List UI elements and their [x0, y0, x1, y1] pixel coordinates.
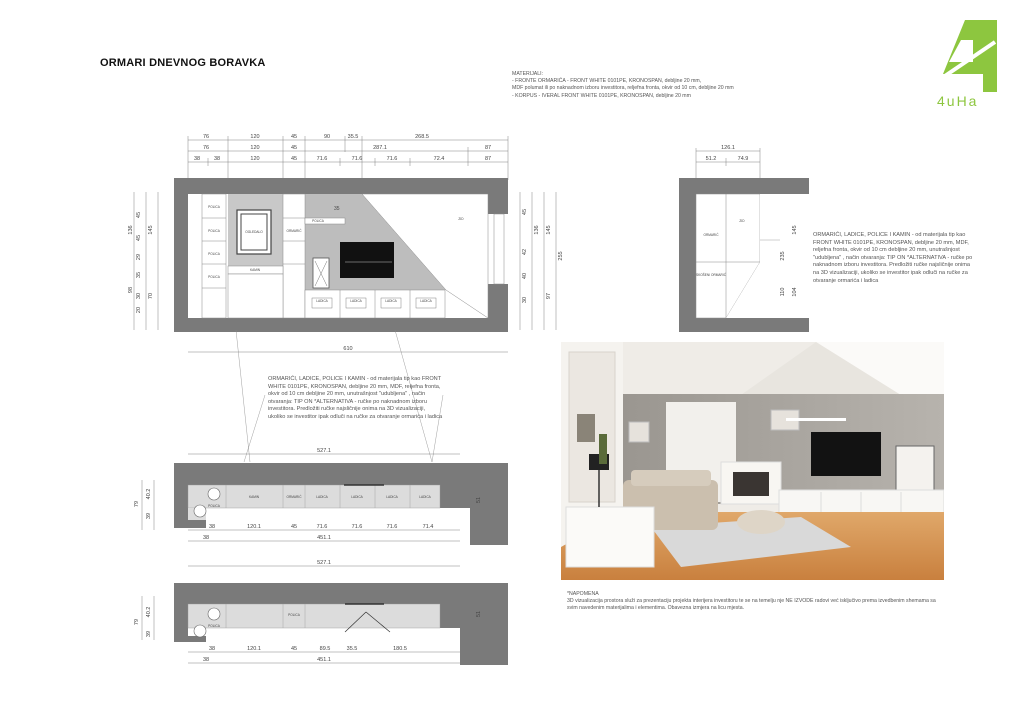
dimension-label: 35	[334, 206, 340, 212]
dimension-label: ZID	[739, 219, 745, 223]
dimension-label: 136	[128, 225, 134, 235]
dimension-label: POLICA	[208, 504, 220, 508]
dimension-label: 40.2	[146, 606, 152, 618]
dimension-label: 287.1	[373, 145, 387, 151]
dimension-label: POLICA	[288, 613, 300, 617]
dimension-label: 45	[290, 156, 298, 162]
dimension-label: 71.4	[422, 524, 434, 530]
dimension-label: 40	[522, 272, 528, 280]
dimension-label: LADICA	[351, 495, 363, 499]
dimension-label: LADICA	[316, 495, 328, 499]
dimension-label: 451.1	[317, 535, 331, 541]
dimension-label: 89.5	[319, 646, 331, 652]
dimension-label: 51.2	[705, 156, 717, 162]
dimension-label: 76	[202, 145, 210, 151]
brand-name: 4uHa	[937, 93, 979, 109]
dimension-label: 145	[546, 225, 552, 235]
note-right: ORMARIĆI, LADICE, POLICE I KAMIN - od materijala tip kao FRONT WHITE 0101PE, KRONOSPAN, debljine 20 mm, MDF, reljefna fronta, okvir od 10 cm debljine 20 mm, unutrašnjost "udubljena" , način otvaranja: TIP ON *ALTERNATIVA - ručke po naknadnom izboru investitora. Predložiti ručke najsličnije onima na 3D vizualizaciji, ukoliko se investitor ipak odluči na ručke za otvaranje ormarića i ladica	[813, 232, 973, 284]
dimension-label: ORMARIĆ	[286, 495, 302, 499]
dimension-label: 268.5	[415, 134, 429, 140]
dimension-label: LADICA	[316, 299, 328, 303]
dimension-label: 87	[484, 156, 492, 162]
dimension-label: 120.1	[247, 524, 261, 530]
dimension-label: 38	[208, 646, 216, 652]
dimension-label: 30	[136, 292, 142, 300]
dimension-label: LADICA	[386, 495, 398, 499]
dimension-label: LADICA	[420, 299, 432, 303]
dimension-label: 35.5	[346, 646, 358, 652]
dimension-label: 38	[208, 524, 216, 530]
dimension-label: 72.4	[433, 156, 445, 162]
dimension-label: OGLEDALO	[245, 230, 263, 234]
napomena-text: 3D vizualizacija prostora služi za prezentaciju projekta interijera investitoru te se na temelju nje NE IZVODE radovi već isključivo prema izvedbenim shemama sa svim navedenim materijalima i elementima. Obavezna izmjera na licu mjesta.	[567, 598, 936, 611]
materials-line: - KORPUS - IVERAL FRONT WHITE 0101PE, KRONOSPAN, debljine 20 mm	[512, 92, 691, 99]
dimension-label: 87	[484, 145, 492, 151]
dimension-label: 45	[522, 208, 528, 216]
dimension-label: 38	[202, 657, 210, 663]
dimension-label: 71.6	[316, 156, 328, 162]
dimension-label: 145	[148, 225, 154, 235]
dimension-label: 79	[134, 618, 140, 626]
dimension-label: 38	[202, 535, 210, 541]
dimension-label: 45	[290, 524, 298, 530]
dimension-label: 51	[476, 496, 482, 504]
dimension-label: 451.1	[317, 657, 331, 663]
dimension-label: 74.9	[737, 156, 749, 162]
dimension-label: 527.1	[317, 448, 331, 454]
dimension-label: KAMIN	[248, 495, 260, 499]
dimension-label: 120	[250, 134, 260, 140]
dimension-label: POLICA	[208, 275, 220, 279]
dimension-label: 42	[522, 248, 528, 256]
dimension-label: 76	[202, 134, 210, 140]
materials-line: MDF polumat ili po naknadnom izboru investitora, reljefna fronta, okvir od 10 cm, debljine 20 mm	[512, 85, 734, 92]
note-center: ORMARIĆI, LADICE, POLICE I KAMIN - od materijala tip kao FRONT WHITE 0101PE, KRONOSPAN, debljine 20 mm, MDF, reljefna fronta, okvir od 10 cm debljine 20 mm, unutrašnjost "udubljena" , način otvaranja: TIP ON *ALTERNATIVA - ručke po naknadnom izboru investitora. Predložiti ručke najsličnije onima na 3D vizualizaciji, ukoliko se investitor ipak odluči na ručke za otvaranje ormarića i ladica	[268, 376, 443, 420]
dimension-label: 39	[146, 630, 152, 638]
dimension-label: 126.1	[721, 145, 735, 151]
dimension-label: 71.6	[316, 524, 328, 530]
dimension-label: 70	[148, 292, 154, 300]
dimension-label: 45	[136, 234, 142, 242]
dimension-label: 30	[522, 296, 528, 304]
dimension-label: 136	[534, 225, 540, 235]
dimension-label: ORMARIĆ	[286, 229, 302, 233]
dimension-label: 40.2	[146, 488, 152, 500]
dimension-label: 120	[250, 145, 260, 151]
dimension-label: LADICA	[419, 495, 431, 499]
dimension-label: 79	[134, 500, 140, 508]
dimension-label: POLICA	[208, 252, 220, 256]
dimension-label: 71.6	[351, 156, 363, 162]
dimension-label: 90	[323, 134, 331, 140]
dimension-label: 45	[136, 211, 142, 219]
dimension-label: 235	[780, 251, 786, 261]
dimension-label: 20	[136, 306, 142, 314]
dimension-label: 38	[193, 156, 201, 162]
dimension-label: 29	[136, 253, 142, 261]
dimension-label: 180.5	[393, 646, 407, 652]
dimension-label: 255	[558, 251, 564, 261]
dimension-label: ORMARIĆ	[703, 233, 719, 237]
dimension-label: POLICA	[208, 229, 220, 233]
dimension-label: POLICA	[312, 219, 324, 223]
dimension-label: 120	[250, 156, 260, 162]
dimension-label: 45	[290, 134, 298, 140]
materials-line: - FRONTE ORMARIĆA - FRONT WHITE 0101PE, KRONOSPAN, debljine 20 mm,	[512, 78, 702, 85]
dimension-label: 51	[476, 610, 482, 618]
dimension-label: 104	[792, 287, 798, 297]
dimension-label: 120.1	[247, 646, 261, 652]
napomena-heading: *NAPOMENA	[567, 591, 599, 597]
dimension-label: 45	[290, 145, 298, 151]
dimension-label: LADICA	[350, 299, 362, 303]
dimension-label: 97	[546, 292, 552, 300]
dimension-label: KAMIN	[249, 268, 261, 272]
dimension-label: 71.6	[386, 156, 398, 162]
dimension-label: 39	[146, 512, 152, 520]
dimension-label: 110	[780, 287, 786, 297]
dimension-label: POLICA	[208, 624, 220, 628]
dimension-label: 35.5	[347, 134, 359, 140]
page-title: ORMARI DNEVNOG BORAVKA	[100, 57, 266, 69]
dimension-label: 527.1	[317, 560, 331, 566]
dimension-label: 35	[136, 271, 142, 279]
dimension-label: 71.6	[351, 524, 363, 530]
dimension-label: ZID	[458, 217, 464, 221]
dimension-label: 98	[128, 286, 134, 294]
dimension-label: 145	[792, 225, 798, 235]
materials-heading: MATERIJALI:	[512, 71, 544, 77]
dimension-label: LADICA	[385, 299, 397, 303]
dimension-label: SKOŠENI ORMARIĆ	[695, 273, 727, 277]
dimension-label: 38	[213, 156, 221, 162]
dimension-label: 610	[343, 346, 353, 352]
dimension-label: 45	[290, 646, 298, 652]
dimension-label: 71.6	[386, 524, 398, 530]
render-3d-image	[561, 342, 944, 580]
dimension-label: POLICA	[208, 205, 220, 209]
napomena-note	[567, 591, 937, 612]
